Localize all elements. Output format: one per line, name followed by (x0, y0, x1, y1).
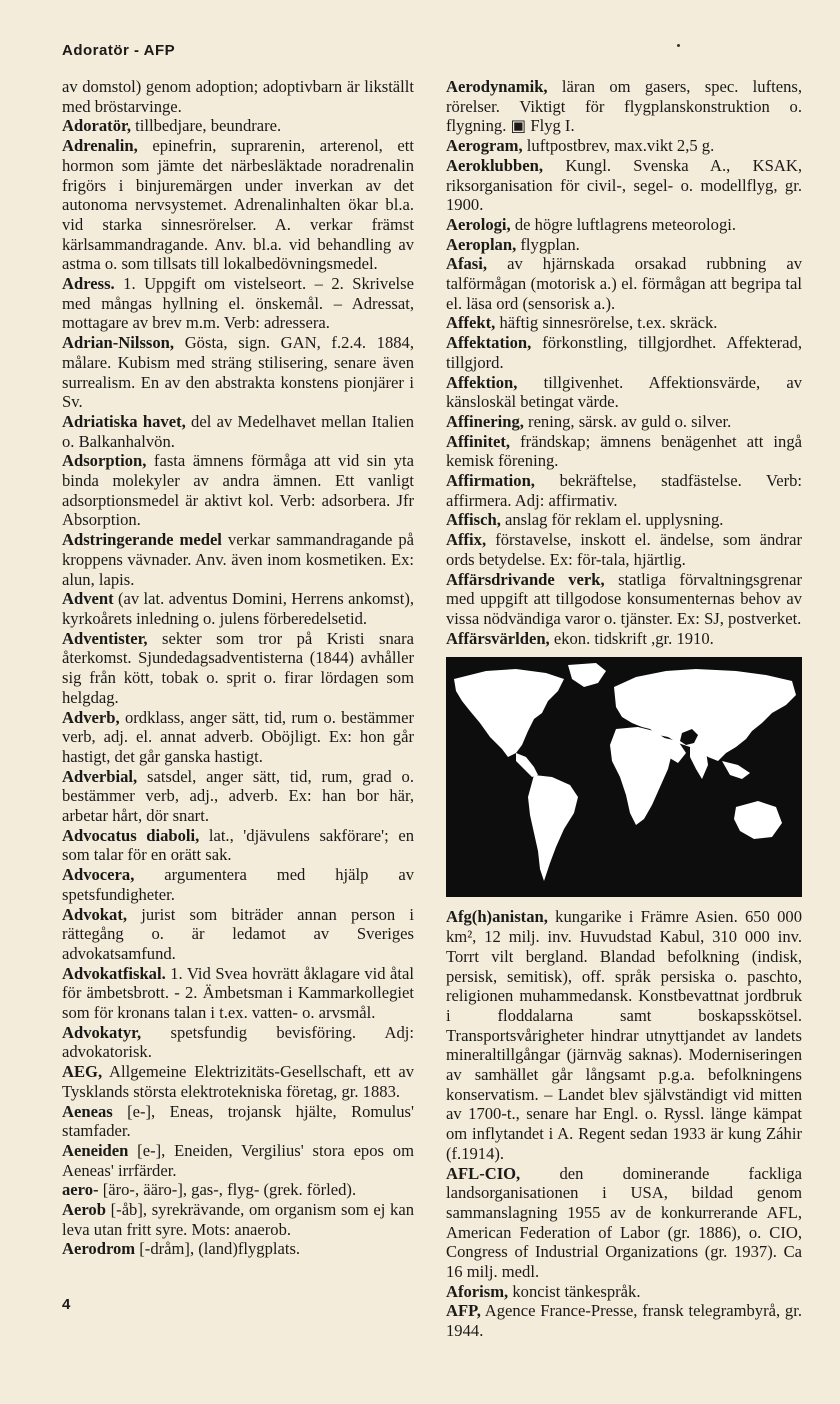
entry-definition: Agence France-Presse, fransk telegrambyrå, gr. 1944. (446, 1301, 802, 1341)
dictionary-entry (446, 412, 802, 432)
entry-headword: Adrenalin, (62, 136, 138, 156)
entry-headword: AEG, (62, 1062, 103, 1082)
entry-headword: Affirmation, (446, 471, 535, 491)
dictionary-entry (446, 235, 802, 255)
entry-headword: Adverb, (62, 707, 120, 727)
entry-headword: Adstringerande medel (62, 530, 222, 550)
entry-definition: jurist som biträder annan person i rättegång o. är ledamot av Sveriges advokatsamfund. (62, 904, 414, 963)
dictionary-entry (446, 136, 802, 156)
entry-headword: Adventister, (62, 628, 148, 648)
entry-definition: [e-], Eneas, trojansk hjälte, Romulus' stamfader. (62, 1101, 414, 1141)
dictionary-entry (62, 1200, 414, 1239)
entry-definition: flygplan. (516, 234, 580, 254)
entry-definition: epinefrin, suprarenin, arterenol, ett hormon som jämte det närbesläktade noradrenalin frigörs i binjuremärgen under inverkan av det autonoma nervsystemet. Adrenalinhalten ökar bl.a. vid starka sinnesrörelser. A. verkar främst kärlsammandragande. Anv. bl.a. vid behandling av astma o. som tillsats till lokalbedövningsmedel. (62, 136, 414, 274)
entry-definition: Kungl. Svenska A., KSAK, riksorganisation för civil-, segel- o. modellflyg, gr. 1900. (446, 155, 802, 215)
entry-definition: del av Medelhavet mellan Italien o. Balkanhalvön. (62, 411, 414, 451)
entry-headword: Aerodynamik, (446, 77, 548, 96)
entry-headword: Advokat, (62, 904, 128, 924)
dictionary-entry (446, 1282, 802, 1302)
right-column-top-entries (446, 77, 802, 648)
dictionary-entry (446, 510, 802, 530)
entry-definition: förstavelse, inskott el. ändelse, som ändrar ords betydelse. Ex: för-tala, hjärtlig. (446, 530, 802, 569)
entry-headword: Aeneiden (62, 1140, 129, 1160)
dictionary-entry (446, 1301, 802, 1340)
entry-definition: [äro-, ääro-], gas-, flyg- (grek. förled). (98, 1180, 357, 1200)
dictionary-entry (446, 907, 802, 1163)
dictionary-entry (62, 1180, 414, 1200)
entry-headword: Affärsvärlden, (446, 628, 550, 648)
dictionary-entry (446, 432, 802, 471)
dictionary-entry (62, 708, 414, 767)
entry-headword: Affix, (446, 530, 487, 550)
dictionary-entry (62, 412, 414, 451)
entry-headword: Adverbial, (62, 766, 138, 786)
dictionary-entry (446, 77, 802, 136)
entry-definition: av hjärnskada orsakad rubbning av talförmågan (motorisk a.) el. förmågan att begripa tal el. läsa ord (sensorisk a.). (446, 254, 802, 313)
entry-headword: Aerodrom (62, 1239, 136, 1259)
dictionary-entry (62, 767, 414, 826)
entry-headword: Aeneas (62, 1101, 113, 1121)
entry-headword: Advent (62, 589, 114, 609)
dictionary-entry (62, 589, 414, 628)
entry-definition: kungarike i Främre Asien. 650 000 km², 12 milj. inv. Huvudstad Kabul, 310 000 inv. Torrt vilt bergland. Blandad befolkning (indisk, persisk, semitisk), off. språk persiska o. paschto, religionen muhammedansk. Konstbevattnat jordbruk i floddalarna samt boskapsskötsel. Transportsvårigheter hindrar utnyttjandet av landets mineraltillgångar (järnväg saknas). Moderniseringen av samhället går långsamt p.g.a. befolkningens konservatism. – Landet blev självständigt vid mitten av 1700-t., senare har Engl. o. Ryssl. länge kämpat om inflytandet i A. Regent sedan 1933 är kung Záhir (f.1914). (446, 907, 802, 1163)
dictionary-entry (62, 826, 414, 865)
entry-definition: ordklass, anger sätt, tid, rum o. bestämmer verb, adj. el. annat adverb. Oböjligt. Ex: hon går hastigt, det går ganska hastigt. (62, 707, 414, 766)
entry-headword: aero- (62, 1180, 99, 1200)
entry-headword: Affärsdrivande verk, (446, 569, 605, 589)
entry-headword: Adoratör, (62, 116, 131, 136)
dictionary-entry (446, 313, 802, 333)
entry-headword: Affektion, (446, 372, 518, 392)
dictionary-entry (62, 530, 414, 589)
entry-definition: [e-], Eneiden, Vergilius' stora epos om Aeneas' irrfärder. (62, 1140, 414, 1180)
entry-definition: den dominerande fackliga landsorganisationen i USA, bildad genom sammanslagning 1955 av de konkurrerande AFL, American Federation of Labor (gr. 1886), o. CIO, Congress of Industrial Organizations (gr. 1937). Ca 16 milj. medl. (446, 1163, 802, 1282)
entry-headword: AFL-CIO, (446, 1163, 521, 1183)
entry-headword: Adrian-Nilsson, (62, 333, 175, 353)
entry-definition: lat., 'djävulens sakförare'; en som talar för en orätt sak. (62, 825, 414, 865)
entry-headword: Aerob (62, 1200, 106, 1220)
left-column (62, 77, 414, 1259)
entry-definition: luftpostbrev, max.vikt 2,5 g. (522, 136, 715, 156)
dictionary-entry (446, 333, 802, 372)
entry-headword: Aforism, (446, 1281, 509, 1301)
entry-definition: satsdel, anger sätt, tid, rum, grad o. bestämmer verb, adj., adverb. Ex: han bor här, arbetar hårt, dör snart. (62, 766, 414, 826)
dictionary-entry (62, 1141, 414, 1180)
entry-headword: AFP, (446, 1301, 481, 1321)
entry-definition: koncist tänkespråk. (508, 1281, 641, 1301)
entry-headword: Affekt, (446, 313, 496, 333)
entry-definition: spetsfundig bevisföring. Adj: advokatorisk. (62, 1022, 414, 1062)
right-column-bottom-entries (446, 907, 802, 1340)
entry-headword: Aerogram, (446, 136, 523, 156)
dictionary-entry (62, 116, 414, 136)
entry-headword: Aeroplan, (446, 234, 517, 254)
entry-headword: Advokatfiskal. (62, 963, 166, 983)
entry-definition: anslag för reklam el. upplysning. (500, 510, 724, 530)
dictionary-entry (62, 964, 414, 1023)
dictionary-entry (446, 156, 802, 215)
entry-headword: Aeroklubben, (446, 155, 543, 175)
print-dot (677, 44, 680, 47)
entry-headword: Advocera, (62, 865, 135, 885)
dictionary-entry (62, 274, 414, 333)
entry-definition: 1. Uppgift om vistelseort. – 2. Skrivelse med mångas hyllning el. önskemål. – Adressat, mottagare av brev m.m. Verb: adressera. (62, 274, 414, 333)
dictionary-entry (62, 1023, 414, 1062)
entry-definition: de högre luftlagrens meteorologi. (510, 214, 737, 234)
entry-headword: Advocatus diaboli, (62, 825, 200, 845)
entry-definition: Gösta, sign. GAN, f.2.4. 1884, målare. Kubism med sträng stilisering, senare även surrealism. En av den abstrakta konstens pionjärer i Sv. (62, 333, 414, 412)
dictionary-entry (62, 1062, 414, 1101)
entry-headword: Adsorption, (62, 451, 147, 471)
dictionary-entry (62, 136, 414, 274)
dictionary-entry (446, 629, 802, 649)
entry-definition: [-åb], syrekrävande, om organism som ej kan leva utan fritt syre. Mots: anaerob. (62, 1200, 414, 1239)
entry-definition: Allgemeine Elektrizitäts-Gesellschaft, ett av Tysklands största elektrotekniska företag, gr. 1883. (62, 1062, 414, 1101)
entry-headword: Adress. (62, 274, 115, 294)
entry-definition: fasta ämnens förmåga att vid sin yta binda molekyler av andra ämnen. Ett vanligt adsorptionsmedel är aktivt kol. Verb: adsorbera. Jfr Absorption. (62, 451, 414, 530)
entry-definition: (av lat. adventus Domini, Herrens ankomst), kyrkoårets inledning o. julens förberedelsetid. (62, 589, 414, 628)
dictionary-entry (446, 471, 802, 510)
entry-definition: av domstol) genom adoption; adoptivbarn är likställt med bröstarvinge. (62, 77, 414, 116)
entry-headword: Afg(h)anistan, (446, 907, 548, 927)
entry-headword: Affektation, (446, 333, 532, 353)
entry-definition: argumentera med hjälp av spetsfundigheter. (62, 865, 414, 904)
dictionary-entry (446, 373, 802, 412)
dictionary-entry (446, 215, 802, 235)
running-head: Adoratör - AFP (62, 42, 176, 59)
entry-headword: Adriatiska havet, (62, 411, 186, 431)
entry-headword: Advokatyr, (62, 1022, 142, 1042)
dictionary-entry (62, 1239, 414, 1259)
entry-definition: verkar sammandragande på kroppens vävnader. Anv. även inom kosmetiken. Ex: alun, lapis. (62, 530, 414, 589)
dictionary-entry (446, 254, 802, 313)
entry-definition: tillbedjare, beundrare. (130, 116, 282, 136)
entry-definition: tillgivenhet. Affektionsvärde, av känsloskäl betingat värde. (446, 372, 802, 412)
dictionary-entry (62, 629, 414, 708)
entry-definition: bekräftelse, stadfästelse. Verb: affirmera. Adj: affirmativ. (446, 471, 802, 510)
dictionary-entry (446, 1164, 802, 1282)
dictionary-entry (62, 77, 414, 116)
entry-definition: sekter som tror på Kristi snara återkomst. Sjundedagsadventisterna (1844) avhåller sig från kött, tobak o. sprit o. firar lördagen som helgdag. (62, 628, 414, 707)
entry-definition: frändskap; ämnens benägenhet att ingå kemisk förening. (446, 431, 802, 471)
entry-headword: Affinering, (446, 411, 524, 431)
dictionary-entry (62, 1102, 414, 1141)
entry-definition: 1. Vid Svea hovrätt åklagare vid åtal för ämbetsbrott. - 2. Ämbetsman i Kammarkollegiet som för kronans talan i t.ex. vatten- o. arvsmål. (62, 963, 414, 1023)
dictionary-entry (62, 865, 414, 904)
afghanistan-locator-map (446, 657, 802, 897)
dictionary-entry (446, 530, 802, 569)
entry-headword: Aerologi, (446, 214, 511, 234)
dictionary-entry (62, 905, 414, 964)
right-column (446, 77, 802, 1341)
entry-definition: ekon. tidskrift ,gr. 1910. (549, 628, 714, 648)
dictionary-entry (446, 570, 802, 629)
entry-definition: läran om gasers, spec. luftens, rörelser. Viktigt för flygplanskonstruktion o. flygning. ▣ Flyg I. (446, 77, 802, 136)
entry-definition: statliga förvaltningsgrenar med uppgift att tillgodose konsumenternas behov av vissa nödvändiga varor o. tjänster. Ex: SJ, postverket. (446, 569, 802, 628)
entry-definition: rening, särsk. av guld o. silver. (523, 411, 732, 431)
entry-definition: häftig sinnesrörelse, t.ex. skräck. (495, 313, 718, 333)
entry-definition: [-dråm], (land)flygplats. (135, 1239, 301, 1259)
entry-headword: Affinitet, (446, 431, 511, 451)
dictionary-entry (62, 451, 414, 530)
dictionary-entry (62, 333, 414, 412)
entry-headword: Afasi, (446, 254, 488, 274)
entry-definition: förkonstling, tillgjordhet. Affekterad, tillgjord. (446, 333, 802, 372)
page-number: 4 (62, 1296, 71, 1313)
entry-headword: Affisch, (446, 510, 501, 530)
